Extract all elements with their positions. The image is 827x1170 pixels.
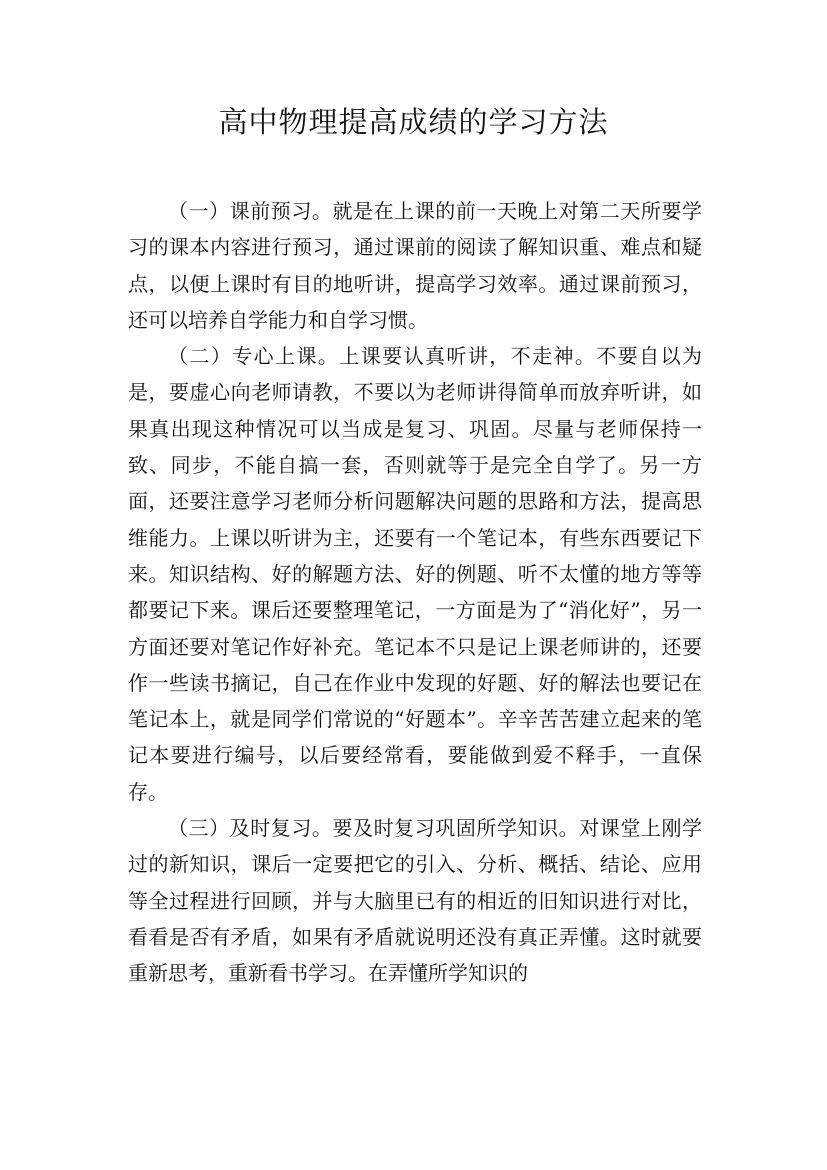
- paragraph-attend-class: （二）专心上课。上课要认真听讲，不走神。不要自以为是，要虚心向老师请教，不要以为老师讲得简单而放弃听讲，如果真出现这种情况可以当成是复习、巩固。尽量与老师保持一致、同步，不能自搞一套，否则就等于是完全自学了。另一方面，还要注意学习老师分析问题解决问题的思路和方法，提高思维能力。上课以听讲为主，还要有一个笔记本，有些东西要记下来。知识结构、好的解题方法、好的例题、听不太懂的地方等等都要记下来。课后还要整理笔记，一方面是为了“消化好”，另一方面还要对笔记作好补充。笔记本不只是记上课老师讲的，还要作一些读书摘记，自己在作业中发现的好题、好的解法也要记在笔记本上，就是同学们常说的“好题本”。辛辛苦苦建立起来的笔记本要进行编号，以后要经常看，要能做到爱不释手，一直保存。: [128, 344, 702, 804]
- document-body: [128, 193, 702, 992]
- paragraph-review: （三）及时复习。要及时复习巩固所学知识。对课堂上刚学过的新知识，课后一定要把它的引入、分析、概括、结论、应用等全过程进行回顾，并与大脑里已有的相近的旧知识进行对比，看看是否有矛盾，如果有矛盾就说明还没有真正弄懂。这时就要重新思考，重新看书学习。在弄懂所学知识的: [128, 816, 702, 986]
- paragraph-preview: （一）课前预习。就是在上课的前一天晚上对第二天所要学习的课本内容进行预习，通过课前的阅读了解知识重、难点和疑点，以便上课时有目的地听讲，提高学习效率。通过课前预习，还可以培养自学能力和自学习惯。: [128, 199, 702, 332]
- document-title: 高中物理提高成绩的学习方法: [218, 105, 609, 139]
